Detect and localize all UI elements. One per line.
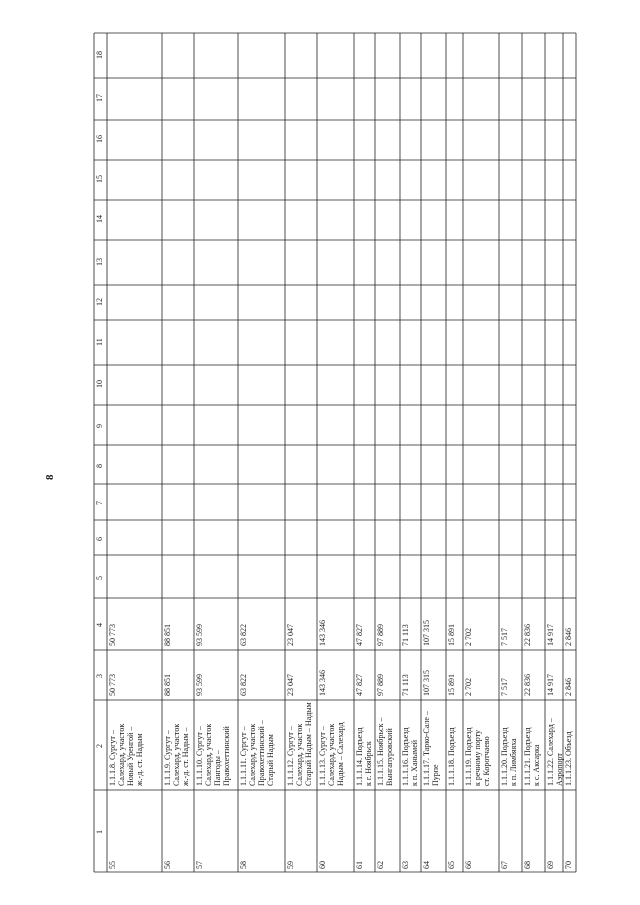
header-col-1: 1 [95, 830, 104, 834]
row-68-name-line: к с. Аксарка [532, 744, 541, 786]
row-58-name-line: Правохеттинский – [257, 720, 266, 786]
row-68-number: 68 [523, 861, 532, 869]
row-59-col4: 23 047 [286, 624, 295, 646]
row-64-number: 64 [422, 861, 431, 869]
row-60-col4: 143 346 [318, 620, 327, 646]
row-55-number: 55 [108, 861, 117, 869]
header-col-12: 12 [95, 297, 104, 306]
row-60-name-line: 1.1.1.13. Сургут – [318, 726, 327, 786]
header-col-18: 18 [95, 50, 104, 59]
row-70-col4: 2 846 [564, 628, 573, 646]
row-69-col3: 14 917 [546, 674, 555, 696]
row-65-col4: 15 891 [447, 624, 456, 646]
row-68-name-line: 1.1.1.21. Подъезд [523, 727, 532, 786]
row-61-name-line: к г. Ноябрьск [364, 741, 373, 786]
row-56-name-line: 1.1.1.9. Сургут – [163, 730, 172, 786]
row-63-col3: 71 113 [401, 674, 410, 696]
header-col-11: 11 [95, 337, 104, 346]
header-col-2: 2 [95, 744, 104, 748]
row-68-col4: 22 836 [523, 624, 532, 646]
row-59-number: 59 [286, 861, 295, 869]
header-col-7: 7 [95, 501, 104, 505]
row-56-col4: 88 851 [163, 624, 172, 646]
row-60-name-line: Надым – Салехард [336, 722, 345, 786]
row-69-number: 69 [546, 861, 555, 869]
row-61-number: 61 [355, 861, 364, 869]
header-col-15: 15 [95, 175, 104, 183]
row-70-col3: 2 846 [564, 678, 573, 696]
row-67-col4: 7 517 [500, 628, 509, 646]
row-55-col3: 50 773 [108, 674, 117, 696]
row-67-name-line: к п. Лимбяяха [509, 738, 518, 786]
row-64-name-line: Пурпе [431, 764, 440, 786]
row-62-col3: 97 889 [376, 674, 385, 696]
row-60-name-line: Салехард, участок [327, 723, 336, 786]
row-69-name-line: 1.1.1.22. Салехард – [546, 718, 555, 786]
row-56-number: 56 [163, 861, 172, 869]
row-60-col3: 143 346 [318, 670, 327, 696]
row-57-name-line: Салехард, участок [204, 723, 213, 786]
row-57-col4: 93 599 [195, 624, 204, 646]
row-61-name-line: 1.1.1.14. Подъезд [355, 727, 364, 786]
header-col-4: 4 [95, 623, 104, 627]
row-60-number: 60 [318, 861, 327, 869]
row-69-name-line: Аэропорт [555, 753, 564, 786]
header-col-8: 8 [95, 463, 104, 468]
header-col-6: 6 [95, 536, 104, 541]
row-64-col3: 107 315 [422, 670, 431, 696]
row-70-number: 70 [564, 861, 573, 869]
header-col-5: 5 [95, 575, 104, 580]
row-62-col4: 97 889 [376, 624, 385, 646]
row-64-name-line: 1.1.1.17. Тарко-Сале – [422, 711, 431, 786]
row-55-col4: 50 773 [108, 624, 117, 646]
row-57-name-line: Правохеттинский [222, 726, 231, 786]
row-55-name-line: Салехард, участок [117, 723, 126, 786]
row-66-col3: 2 702 [464, 678, 473, 696]
row-67-name-line: 1.1.1.20. Подъезд [500, 727, 509, 786]
row-62-number: 62 [376, 861, 385, 869]
row-66-name-line: к речному порту [473, 729, 482, 786]
row-65-number: 65 [447, 861, 456, 869]
row-57-name-line: 1.1.1.10. Сургут – [195, 726, 204, 786]
row-68-col3: 22 836 [523, 674, 532, 696]
row-59-col3: 23 047 [286, 674, 295, 696]
row-64-col4: 107 315 [422, 620, 431, 646]
header-col-17: 17 [95, 94, 104, 102]
row-63-number: 63 [401, 861, 410, 869]
row-66-name-line: ст. Коротчаево [482, 736, 491, 786]
row-61-col4: 47 827 [355, 624, 364, 646]
row-59-name-line: Салехард, участок [295, 723, 304, 786]
row-65-col3: 15 891 [447, 674, 456, 696]
row-57-col3: 93 599 [195, 674, 204, 696]
row-61-col3: 47 827 [355, 674, 364, 696]
row-66-name-line: 1.1.1.19. Подъезд [464, 727, 473, 786]
row-58-name-line: 1.1.1.11. Сургут – [239, 726, 248, 786]
page-number: 8 [44, 474, 56, 480]
row-67-col3: 7 517 [500, 678, 509, 696]
row-58-col3: 63 822 [239, 674, 248, 696]
row-63-name-line: 1.1.1.16. Подъезд [401, 727, 410, 786]
row-66-number: 66 [464, 861, 473, 869]
row-65-name-line: 1.1.1.18. Подъезд [447, 727, 456, 786]
header-col-10: 10 [95, 380, 104, 388]
row-70-name-line: 1.1.1.23. Объезд [564, 731, 573, 786]
row-56-col3: 88 851 [163, 674, 172, 696]
row-67-number: 67 [500, 861, 509, 869]
header-col-14: 14 [95, 215, 104, 223]
row-63-name-line: к п. Ханымей [410, 739, 419, 786]
header-col-9: 9 [95, 424, 104, 428]
row-57-name-line: Пангоды – [213, 750, 222, 786]
row-62-name-line: Вынгапуровский [385, 728, 394, 786]
header-col-16: 16 [95, 135, 104, 143]
row-66-col4: 2 702 [464, 628, 473, 646]
row-55-name-line: ж.-д. ст. Надым [135, 733, 144, 786]
row-59-name-line: 1.1.1.12. Сургут – [286, 726, 295, 786]
row-58-name-line: Салехард, участок [248, 723, 257, 786]
row-69-col4: 14 917 [546, 624, 555, 646]
header-col-3: 3 [95, 674, 104, 678]
row-58-name-line: Старый Надым [266, 734, 275, 786]
row-62-name-line: 1.1.1.15. Ноябрьск – [376, 717, 385, 786]
row-55-name-line: 1.1.1.8. Сургут – [108, 730, 117, 786]
row-58-col4: 63 822 [239, 624, 248, 646]
row-57-number: 57 [195, 861, 204, 869]
row-58-number: 58 [239, 861, 248, 869]
row-56-name-line: Салехард, участок [172, 723, 181, 786]
row-56-name-line: ж.-д. ст. Надым – [181, 727, 190, 786]
header-col-13: 13 [95, 257, 104, 266]
row-59-name-line: Старый Надым – Надым [304, 702, 313, 786]
row-55-name-line: Новый Уренгой – [126, 726, 135, 786]
row-63-col4: 71 113 [401, 624, 410, 646]
